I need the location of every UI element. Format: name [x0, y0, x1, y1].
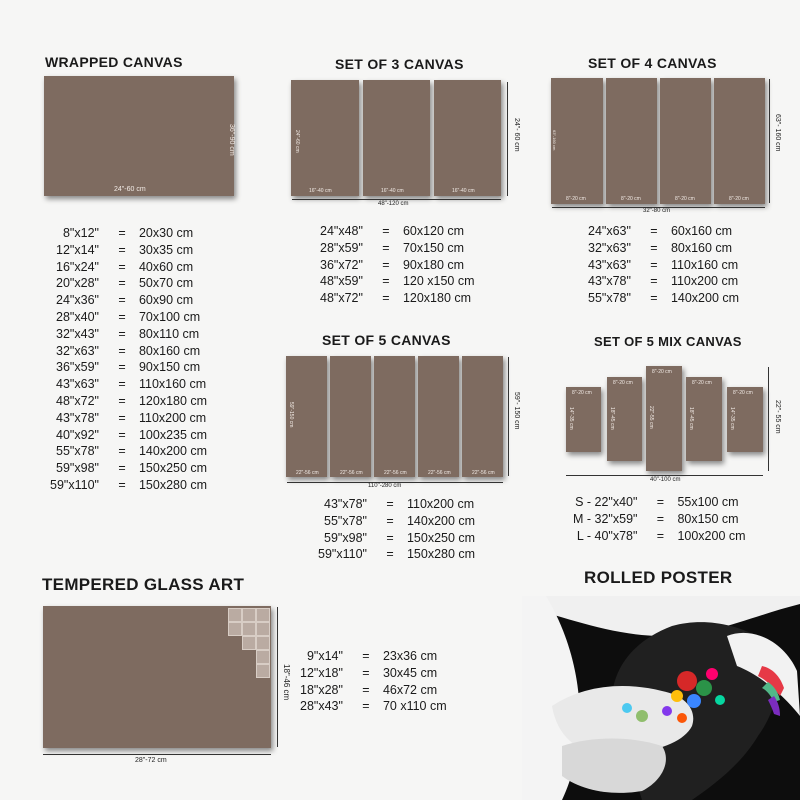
- size-inches: 43"x78": [56, 410, 99, 425]
- size-inches: 59"x98": [324, 530, 367, 545]
- mix-panel-top-label: 8"-20 cm: [572, 390, 592, 396]
- set5mix-sizes-table: [573, 494, 746, 544]
- size-equals: =: [118, 259, 126, 274]
- wrapped-sizes-table: [50, 225, 207, 494]
- size-equals: =: [118, 477, 126, 492]
- size-inches: 59"x110": [318, 547, 367, 562]
- size-equals: =: [650, 274, 658, 289]
- glass-reflection-cell: [256, 664, 270, 678]
- mix-panel-side-label: 22"-55 cm: [648, 406, 654, 429]
- size-cm: 60x120 cm: [402, 224, 465, 238]
- size-cm: 60x90 cm: [138, 293, 194, 308]
- size-inches: L - 40"x78": [576, 528, 638, 543]
- mix-panel-top-label: 8"-20 cm: [613, 380, 633, 386]
- size-cm: 20x30 cm: [138, 226, 194, 240]
- size-row: [50, 343, 207, 360]
- size-equals: =: [650, 224, 658, 238]
- set5-panel-label: 22"-56 cm: [340, 470, 363, 476]
- glass-reflection-cell: [242, 622, 256, 636]
- size-equals: =: [118, 309, 126, 324]
- wrapped-canvas-panel: [44, 76, 234, 196]
- set3-panel-label: 16"-40 cm: [452, 188, 475, 194]
- size-row: [318, 496, 475, 513]
- size-equals: =: [118, 242, 126, 257]
- size-cm: 120 x150 cm: [402, 274, 475, 289]
- size-equals: =: [118, 276, 126, 291]
- wrapped-canvas-title: WRAPPED CANVAS: [45, 54, 183, 70]
- size-cm: 70x150 cm: [402, 240, 465, 255]
- set3-width-label: 48"-120 cm: [378, 201, 409, 207]
- set4-height-label: 63"- 160 cm: [774, 114, 781, 152]
- glass-reflection-cell: [228, 608, 242, 622]
- size-equals: =: [656, 495, 665, 509]
- size-inches: M - 32"x59": [573, 511, 638, 526]
- size-row: [50, 309, 207, 326]
- size-row: [588, 240, 739, 257]
- size-equals: =: [386, 497, 394, 511]
- size-row: [50, 376, 207, 393]
- set5-panel-label: 22"-56 cm: [472, 470, 495, 476]
- size-row: [50, 427, 207, 444]
- set4-width-label: 32"-80 cm: [643, 208, 671, 214]
- set3-height-label: 24"- 60 cm: [513, 118, 520, 152]
- set4-panel-label: 8"-20 cm: [621, 196, 641, 202]
- size-equals: =: [382, 224, 390, 238]
- size-row: [318, 530, 475, 547]
- set5-panel-1: [286, 356, 327, 477]
- size-cm: 110x160 cm: [138, 377, 207, 392]
- size-cm: 80x150 cm: [677, 511, 739, 526]
- size-cm: 90x150 cm: [138, 360, 201, 375]
- size-equals: =: [386, 530, 394, 545]
- size-row: [50, 225, 207, 242]
- size-inches: 43"x63": [56, 377, 99, 392]
- set3-panel-1: [291, 80, 359, 196]
- glass-reflection-cell: [228, 622, 242, 636]
- size-row: [50, 292, 207, 309]
- size-inches: 36"x72": [320, 257, 363, 272]
- size-inches: 43"x78": [588, 274, 631, 289]
- size-cm: 140x200 cm: [138, 444, 208, 459]
- size-row: [50, 326, 207, 343]
- size-equals: =: [118, 427, 126, 442]
- size-inches: 55"x78": [56, 444, 99, 459]
- set5-panel-5: [462, 356, 503, 477]
- size-inches: 43"x63": [588, 257, 631, 272]
- set4-height-line: [769, 79, 770, 203]
- size-row: [50, 410, 207, 427]
- size-cm: 23x36 cm: [382, 649, 438, 663]
- size-equals: =: [118, 343, 126, 358]
- size-cm: 60x160 cm: [670, 224, 733, 238]
- size-equals: =: [118, 326, 126, 341]
- size-row: [588, 223, 739, 240]
- size-inches: 59"x98": [56, 461, 99, 476]
- size-row: [573, 528, 746, 545]
- rolled-poster-image: [522, 596, 800, 800]
- size-row: [300, 698, 447, 715]
- size-inches: 32"x43": [56, 326, 99, 341]
- size-cm: 140x200 cm: [670, 291, 740, 306]
- set3-title: SET OF 3 CANVAS: [335, 56, 464, 72]
- size-inches: 28"x40": [56, 309, 99, 324]
- wrapped-height-label: 36"-90 cm: [228, 124, 235, 156]
- size-equals: =: [650, 291, 658, 306]
- set5mix-title: SET OF 5 MIX CANVAS: [594, 334, 742, 349]
- set5mix-panel-2: [607, 377, 642, 461]
- size-row: [320, 273, 475, 290]
- mix-panel-side-label: 18"-45 cm: [609, 407, 615, 430]
- set5mix-height-label: 22"- 55 cm: [774, 400, 781, 434]
- size-equals: =: [118, 377, 126, 392]
- size-cm: 50x70 cm: [138, 276, 194, 291]
- size-row: [573, 511, 746, 528]
- set5-width-label: 110"-280 cm: [368, 483, 402, 489]
- set3-sizes-table: [320, 223, 475, 307]
- poster-artwork: [522, 596, 800, 800]
- size-cm: 100x200 cm: [677, 528, 746, 543]
- size-inches: 12"x14": [56, 242, 99, 257]
- set5-panel-label: 22"-56 cm: [428, 470, 451, 476]
- mix-panel-top-label: 8"-20 cm: [692, 380, 712, 386]
- glass-reflection-cell: [256, 650, 270, 664]
- size-cm: 70 x110 cm: [382, 699, 447, 714]
- size-cm: 120x180 cm: [402, 291, 472, 306]
- size-row: [320, 223, 475, 240]
- set4-panel-1: [551, 78, 603, 204]
- size-equals: =: [362, 682, 370, 697]
- size-row: [50, 242, 207, 259]
- size-equals: =: [118, 444, 126, 459]
- size-row: [588, 273, 739, 290]
- size-equals: =: [382, 240, 390, 255]
- size-equals: =: [118, 393, 126, 408]
- size-row: [320, 290, 475, 307]
- mix-panel-side-label: 14"-35 cm: [568, 407, 574, 430]
- glass-height-line: [277, 607, 278, 747]
- size-inches: 9"x14": [306, 649, 343, 663]
- set4-panel-label: 8"-20 cm: [675, 196, 695, 202]
- size-cm: 100x235 cm: [138, 427, 208, 442]
- size-equals: =: [382, 257, 390, 272]
- size-cm: 40x60 cm: [138, 259, 194, 274]
- size-row: [318, 513, 475, 530]
- set3-width-line: [292, 199, 501, 200]
- size-inches: 32"x63": [588, 240, 631, 255]
- size-row: [50, 359, 207, 376]
- set5mix-width-line: [566, 475, 763, 476]
- poster-title: ROLLED POSTER: [584, 568, 733, 587]
- size-equals: =: [362, 649, 370, 663]
- set3-panel-3: [434, 80, 501, 196]
- size-equals: =: [118, 461, 126, 476]
- size-row: [318, 546, 475, 563]
- size-row: [320, 257, 475, 274]
- size-equals: =: [656, 528, 665, 543]
- size-cm: 80x110 cm: [138, 326, 200, 341]
- size-cm: 30x35 cm: [138, 242, 194, 257]
- size-equals: =: [118, 360, 126, 375]
- glass-sizes-table: [300, 648, 447, 715]
- size-cm: 70x100 cm: [138, 309, 201, 324]
- size-inches: 55"x78": [588, 291, 631, 306]
- size-inches: 36"x59": [56, 360, 99, 375]
- size-inches: 48"x72": [56, 393, 99, 408]
- mix-panel-top-label: 8"-20 cm: [652, 369, 672, 375]
- size-inches: 18"x28": [300, 682, 343, 697]
- size-equals: =: [362, 699, 370, 714]
- set5mix-panel-1: [566, 387, 601, 452]
- size-cm: 140x200 cm: [406, 513, 476, 528]
- size-row: [588, 257, 739, 274]
- size-equals: =: [386, 513, 394, 528]
- mix-panel-side-label: 14"-35 cm: [729, 407, 735, 430]
- size-row: [320, 240, 475, 257]
- size-cm: 46x72 cm: [382, 682, 438, 697]
- set4-panel-4: [714, 78, 765, 204]
- set4-sizes-table: [588, 223, 739, 307]
- set3-panel-2: [363, 80, 430, 196]
- set5-height-line: [508, 357, 509, 476]
- size-equals: =: [656, 511, 665, 526]
- mix-panel-top-label: 8"-20 cm: [733, 390, 753, 396]
- set4-panel-label: 8"-20 cm: [729, 196, 749, 202]
- size-equals: =: [118, 293, 126, 308]
- size-row: [50, 275, 207, 292]
- size-inches: 28"x59": [320, 240, 363, 255]
- size-cm: 30x45 cm: [382, 665, 438, 680]
- size-row: [50, 393, 207, 410]
- set3-panel-label: 16"-40 cm: [309, 188, 332, 194]
- size-cm: 110x200 cm: [670, 274, 739, 289]
- size-cm: 80x160 cm: [670, 240, 733, 255]
- glass-width-line: [43, 754, 271, 755]
- glass-reflection-cell: [256, 622, 270, 636]
- size-cm: 150x250 cm: [406, 530, 476, 545]
- set5-sizes-table: [318, 496, 475, 563]
- set4-panel-2: [606, 78, 657, 204]
- size-inches: 40"x92": [56, 427, 99, 442]
- set5mix-height-line: [768, 367, 769, 471]
- set5mix-panel-3: [646, 366, 682, 471]
- size-inches: 48"x59": [320, 274, 363, 289]
- set5mix-width-label: 40"-100 cm: [650, 477, 681, 483]
- size-row: [573, 494, 746, 511]
- size-inches: S - 22"x40": [575, 495, 638, 509]
- set5-panel-label: 22"-56 cm: [384, 470, 407, 476]
- glass-height-label: 18"-46 cm: [282, 664, 291, 701]
- size-equals: =: [362, 665, 370, 680]
- set5-panel-label: 22"-56 cm: [296, 470, 319, 476]
- size-inches: 12"x18": [300, 665, 343, 680]
- wrapped-width-label: 24"-60 cm: [114, 186, 146, 193]
- set5-title: SET OF 5 CANVAS: [322, 332, 451, 348]
- size-inches: 32"x63": [56, 343, 99, 358]
- size-row: [588, 290, 739, 307]
- set5-panel-3: [374, 356, 415, 477]
- size-cm: 80x160 cm: [138, 343, 201, 358]
- size-inches: 20"x28": [56, 276, 99, 291]
- set5mix-panel-4: [686, 377, 722, 461]
- size-inches: 8"x12": [62, 226, 99, 240]
- size-row: [50, 460, 207, 477]
- size-row: [50, 443, 207, 460]
- size-inches: 16"x24": [56, 259, 99, 274]
- size-cm: 150x250 cm: [138, 461, 208, 476]
- size-cm: 110x160 cm: [670, 257, 739, 272]
- size-inches: 28"x43": [300, 699, 343, 714]
- set4-panel-vlabel: 63"-160 cm: [552, 130, 557, 151]
- size-inches: 24"x48": [320, 224, 363, 238]
- size-equals: =: [382, 274, 390, 289]
- set5mix-panel-5: [727, 387, 763, 452]
- glass-reflection-cell: [242, 608, 256, 622]
- size-cm: 90x180 cm: [402, 257, 465, 272]
- set4-panel-3: [660, 78, 711, 204]
- glass-reflection-cell: [242, 636, 256, 650]
- size-inches: 24"x36": [56, 293, 99, 308]
- size-inches: 59"x110": [50, 477, 99, 492]
- mix-panel-side-label: 18"-45 cm: [688, 407, 694, 430]
- size-cm: 150x280 cm: [138, 477, 208, 492]
- size-equals: =: [650, 257, 658, 272]
- glass-panel: [43, 606, 271, 748]
- size-inches: 55"x78": [324, 513, 367, 528]
- size-row: [300, 682, 447, 699]
- size-equals: =: [650, 240, 658, 255]
- set3-panel-vlabel: 24"-60 cm: [294, 130, 300, 153]
- size-cm: 150x280 cm: [406, 547, 476, 562]
- size-row: [300, 665, 447, 682]
- glass-title: TEMPERED GLASS ART: [42, 575, 245, 594]
- size-cm: 120x180 cm: [138, 393, 208, 408]
- set5-panel-vlabel: 59"-150 cm: [288, 402, 294, 428]
- set5-panel-2: [330, 356, 371, 477]
- size-inches: 24"x63": [588, 224, 631, 238]
- glass-width-label: 28"-72 cm: [135, 757, 167, 764]
- size-inches: 48"x72": [320, 291, 363, 306]
- glass-reflection-cell: [256, 608, 270, 622]
- size-inches: 43"x78": [324, 497, 367, 511]
- set4-title: SET OF 4 CANVAS: [588, 55, 717, 71]
- set3-height-line: [507, 82, 508, 196]
- set4-panel-label: 8"-20 cm: [566, 196, 586, 202]
- size-equals: =: [118, 226, 126, 240]
- size-cm: 110x200 cm: [406, 497, 475, 511]
- set3-panel-label: 16"-40 cm: [381, 188, 404, 194]
- size-row: [50, 477, 207, 494]
- set5-height-label: 59"- 150 cm: [513, 392, 520, 430]
- size-equals: =: [382, 291, 390, 306]
- set5-panel-4: [418, 356, 459, 477]
- size-equals: =: [118, 410, 126, 425]
- size-cm: 110x200 cm: [138, 410, 207, 425]
- size-equals: =: [386, 547, 394, 562]
- size-row: [50, 259, 207, 276]
- size-row: [300, 648, 447, 665]
- glass-reflection-cell: [256, 636, 270, 650]
- size-cm: 55x100 cm: [677, 495, 739, 509]
